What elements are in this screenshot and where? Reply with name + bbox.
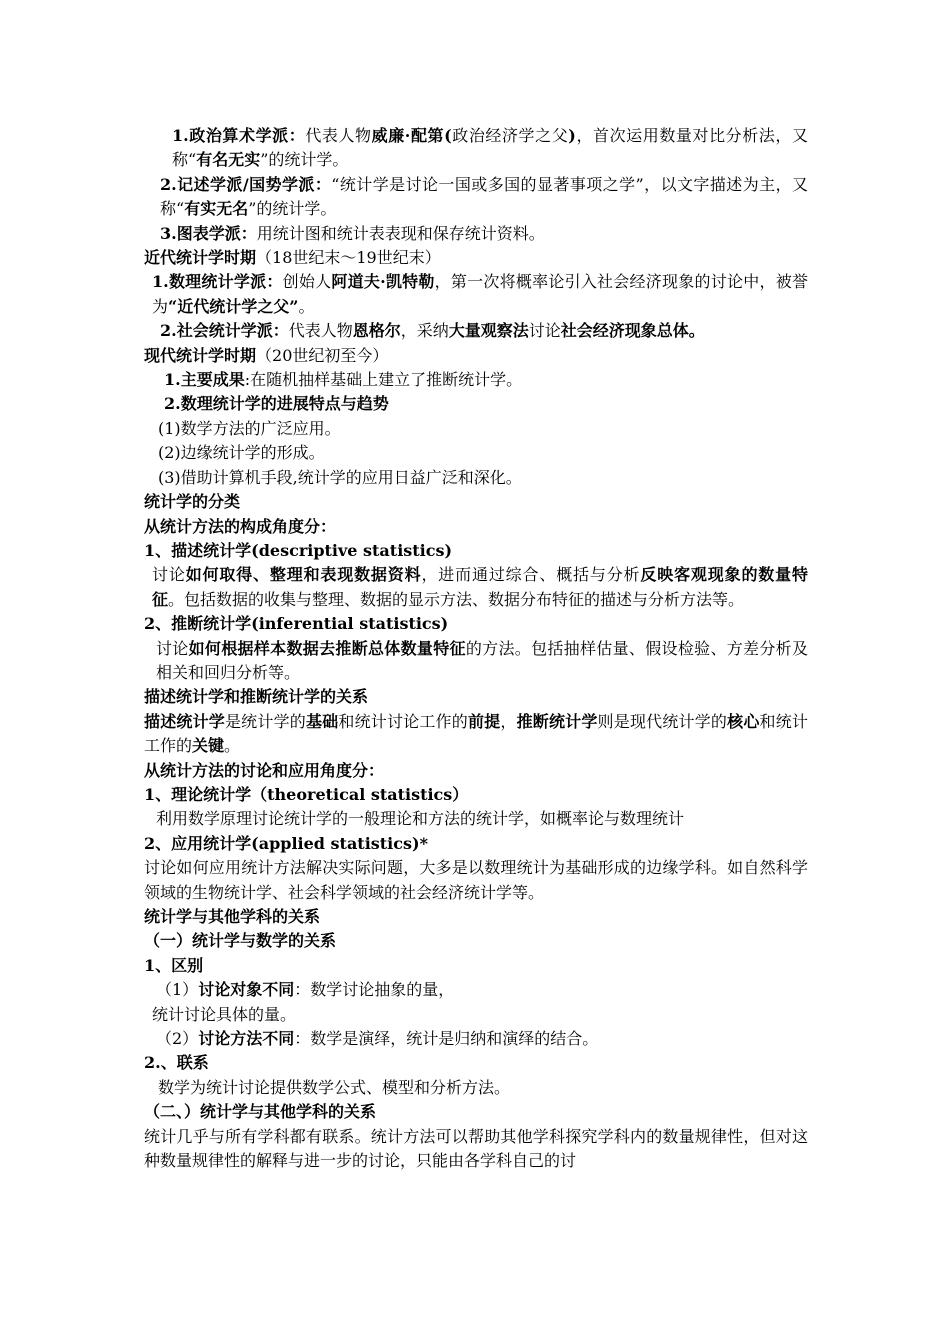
text-run: 利用数学原理讨论统计学的一般理论和方法的统计学，如概率论与数理统计 xyxy=(156,809,685,829)
text-run: ， xyxy=(500,711,517,731)
heading-difference xyxy=(144,954,808,978)
bold-text-run: （二、）统计学与其他学科的关系 xyxy=(144,1102,377,1122)
text-run: 。 xyxy=(298,296,315,316)
bold-text-run: 反映客观现象的数量特征 xyxy=(152,565,808,609)
heading-by-research-application xyxy=(144,759,808,783)
bold-text-run: 描述统计学 xyxy=(144,711,225,731)
bold-text-run: 1.主要成果 xyxy=(164,370,245,390)
text-run: ，进而通过综合、概括与分析 xyxy=(421,565,641,585)
text-run: 和统计工作的 xyxy=(144,711,808,756)
bold-text-run: ) xyxy=(568,126,576,145)
bold-text-run: 3.图表学派： xyxy=(160,223,257,243)
text-run: 统计几乎与所有学科都有联系。统计方法可以帮助其他学科探究学科内的数量规律性，但对这种数量规律性的解释与进一步的讨论，只能由各学科自己的讨 xyxy=(144,1126,808,1171)
paragraph-theoretical-statistics xyxy=(144,807,808,831)
text-run: (2)边缘统计学的形成。 xyxy=(158,443,325,463)
paragraph-applied-statistics xyxy=(144,856,808,905)
text-run: 统计讨论具体的量。 xyxy=(152,1004,297,1024)
bold-text-run: 2、应用统计学(applied statistics)* xyxy=(144,833,428,853)
bold-text-run: “近代统计学之父” xyxy=(168,296,299,316)
paragraph-social-statistics-school xyxy=(144,319,808,343)
bold-text-run: 推断统计学 xyxy=(516,711,598,731)
text-run: 用统计图和统计表表现和保存统计资料。 xyxy=(256,223,545,243)
heading-other-disciplines xyxy=(144,905,808,929)
paragraph-statistics-and-other xyxy=(144,1125,808,1174)
bold-text-run: 基础 xyxy=(305,711,339,731)
text-run: 政治经济学之父 xyxy=(451,126,569,145)
paragraph-descriptive-school xyxy=(144,173,808,222)
list-item xyxy=(144,417,808,441)
bold-text-run: 如何取得、整理和表现数据资料 xyxy=(185,565,422,585)
text-run: 。 xyxy=(224,736,241,756)
bold-text-run: 威廉·配第( xyxy=(371,126,452,145)
text-run: (3)借助计算机手段,统计学的应用日益广泛和深化。 xyxy=(158,467,522,487)
text-run: 讨论 xyxy=(528,321,561,341)
text-run: （2） xyxy=(156,1029,199,1049)
paragraph-political-arithmetic xyxy=(144,124,808,173)
text-run: 是统计学的 xyxy=(224,711,306,731)
text-run: “统计学是讨论一国或多国的显著事项之学”，以文字描述为主，又称“ xyxy=(160,174,808,219)
bold-text-run: 现代统计学时期 xyxy=(144,345,257,365)
bold-text-run: 2.、联系 xyxy=(144,1053,209,1073)
text-run: 数学为统计讨论提供数学公式、模型和分析方法。 xyxy=(158,1077,511,1097)
bold-text-run: 大量观察法 xyxy=(448,321,529,341)
text-run: 的方法。包括抽样估量、假设检验、方差分析及相关和回归分析等。 xyxy=(156,638,808,682)
text-run: 讨论 xyxy=(152,565,186,585)
heading-descriptive-statistics xyxy=(144,539,808,563)
bold-text-run: 1.政治算术学派： xyxy=(172,126,306,145)
text-run: 讨论 xyxy=(156,638,189,658)
bold-text-run: 从统计方法的构成角度分： xyxy=(144,516,337,536)
bold-text-run: 阿道夫·凯特勒 xyxy=(331,272,435,292)
bold-text-run: 2.记述学派/国势学派： xyxy=(160,174,332,194)
bold-text-run: 恩格尔 xyxy=(352,321,401,341)
text-run: 讨论如何应用统计方法解决实际问题，大多是以数理统计为基础形成的边缘学科。如自然科学领域的生物统计学、社会科学领域的社会经济统计学等。 xyxy=(144,858,808,902)
paragraph-inferential-statistics xyxy=(144,637,808,686)
text-run: （20世纪初至今） xyxy=(256,345,389,365)
text-run: ”的统计学。 xyxy=(248,199,337,219)
bold-text-run: 核心 xyxy=(727,711,760,731)
paragraph-mathematical-statistics-school xyxy=(144,270,808,319)
bold-text-run: 有实无名 xyxy=(184,199,249,219)
bold-text-run: 从统计方法的讨论和应用角度分： xyxy=(144,760,385,780)
bold-text-run: 1、描述统计学(descriptive statistics) xyxy=(144,540,453,560)
bold-text-run: 2.社会统计学派： xyxy=(160,321,289,341)
text-run: ，采纳 xyxy=(400,321,449,341)
text-run: ，第一次将概率论引入社会经济现象的讨论中，被誉为 xyxy=(152,272,808,316)
text-run: ：数学是演绎，统计是归纳和演绎的结合。 xyxy=(294,1029,599,1049)
bold-text-run: 1、理论统计学（theoretical statistics） xyxy=(144,784,469,804)
heading-statistics-and-other xyxy=(144,1100,808,1124)
bold-text-run: 有名无实 xyxy=(196,150,261,170)
text-run: 和统计讨论工作的 xyxy=(338,711,468,731)
heading-inferential-statistics xyxy=(144,612,808,636)
bold-text-run: 社会经济现象总体。 xyxy=(560,321,705,341)
text-run: （1） xyxy=(156,980,199,1000)
bold-text-run: （一）统计学与数学的关系 xyxy=(144,931,337,951)
bold-text-run: 近代统计学时期 xyxy=(144,248,257,268)
list-item xyxy=(144,978,808,1002)
heading-by-method-composition xyxy=(144,515,808,539)
text-run: （18世纪末～19世纪末） xyxy=(256,248,441,268)
list-item xyxy=(144,466,808,490)
bold-text-run: 1、区别 xyxy=(144,955,204,975)
heading-applied-statistics xyxy=(144,832,808,856)
heading-relationship xyxy=(144,685,808,709)
paragraph-relationship xyxy=(144,710,808,759)
paragraph-main-results xyxy=(144,368,808,392)
paragraph-connection xyxy=(144,1076,808,1100)
heading-classification xyxy=(144,490,808,514)
list-item xyxy=(144,441,808,465)
heading-modern-early-period xyxy=(144,246,808,270)
paragraph-descriptive-statistics xyxy=(144,563,808,612)
heading-contemporary-period xyxy=(144,344,808,368)
bold-text-run: 2、推断统计学(inferential statistics) xyxy=(144,614,449,634)
text-run: 代表人物 xyxy=(288,321,353,341)
bold-text-run: 讨论方法不同 xyxy=(198,1029,295,1049)
text-run: (1)数学方法的广泛应用。 xyxy=(158,418,341,438)
bold-text-run: 如何根据样本数据去推断总体数量特征 xyxy=(188,638,466,658)
list-item-continuation xyxy=(144,1003,808,1027)
heading-connection xyxy=(144,1051,808,1075)
bold-text-run: 前提 xyxy=(467,711,501,731)
bold-text-run: 统计学的分类 xyxy=(144,492,241,512)
list-item xyxy=(144,1027,808,1051)
paragraph-chart-school xyxy=(144,222,808,246)
heading-theoretical-statistics xyxy=(144,783,808,807)
document-page xyxy=(144,124,808,1173)
bold-text-run: 2.数理统计学的进展特点与趋势 xyxy=(164,394,389,414)
bold-text-run: 1.数理统计学派： xyxy=(152,272,283,292)
text-run: ，首次运用数量对比分析法，又称“ xyxy=(172,126,808,170)
text-run: 。包括数据的收集与整理、数据的显示方法、数据分布特征的描述与分析方法等。 xyxy=(168,589,745,609)
text-run: ：数学讨论抽象的量， xyxy=(294,980,455,1000)
text-run: 则是现代统计学的 xyxy=(597,711,728,731)
bold-text-run: 关键 xyxy=(192,736,225,756)
bold-text-run: 描述统计学和推断统计学的关系 xyxy=(144,687,369,707)
heading-trends xyxy=(144,392,808,416)
text-run: 代表人物 xyxy=(305,126,372,145)
bold-text-run: 讨论对象不同 xyxy=(198,980,295,1000)
heading-statistics-and-math xyxy=(144,929,808,953)
text-run: ”的统计学。 xyxy=(260,150,349,170)
bold-text-run: 统计学与其他学科的关系 xyxy=(144,907,321,926)
text-run: 创始人 xyxy=(282,272,332,292)
text-run: :在随机抽样基础上建立了推断统计学。 xyxy=(244,370,523,390)
